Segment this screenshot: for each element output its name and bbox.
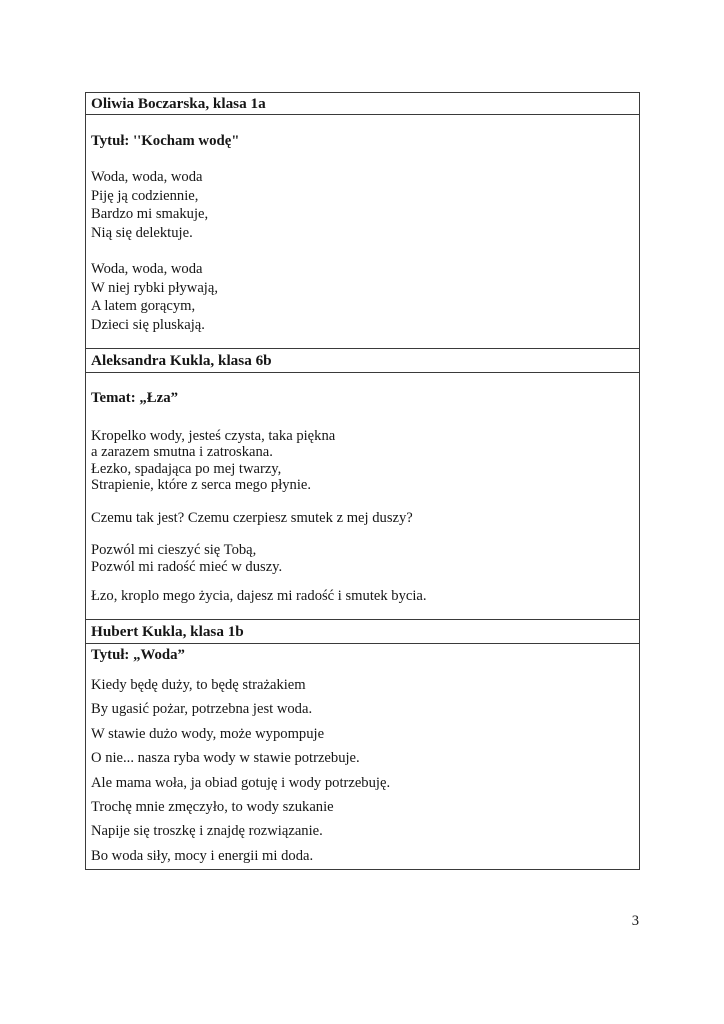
poem-line: W stawie dużo wody, może wypompuje xyxy=(91,725,325,742)
page-number: 3 xyxy=(631,913,639,929)
poem-section-2 xyxy=(86,349,639,620)
poem-body xyxy=(86,115,639,349)
poem-body xyxy=(86,373,639,620)
poem-line: Strapienie, które z serca mego płynie. xyxy=(91,476,312,493)
stanza xyxy=(91,260,634,334)
poem-line: Napije się troszkę i znajdę rozwiązanie. xyxy=(91,823,323,840)
poem-line: Pozwól mi cieszyć się Tobą, xyxy=(91,542,257,559)
poem-line: Kropelko wody, jesteś czysta, taka piękna xyxy=(91,428,336,444)
poem-line: Ale mama woła, ja obiad gotuję i wody potrzebuję. xyxy=(91,774,391,791)
poem-title: Temat: „Łza” xyxy=(91,390,178,406)
poem-line: Łzo, kroplo mego życia, dajesz mi radość i smutek bycia. xyxy=(91,588,427,605)
author-header: Hubert Kukla, klasa 1b xyxy=(86,620,639,644)
poem-title: Tytuł: ''Kocham wodę" xyxy=(91,133,240,149)
poem-section-3 xyxy=(86,620,639,869)
poem-line: Łezko, spadająca po mej twarzy, xyxy=(91,460,282,477)
poem-line: Woda, woda, woda xyxy=(91,169,203,185)
poem-line: Czemu tak jest? Czemu czerpiesz smutek z mej duszy? xyxy=(91,510,413,527)
poem-line: By ugasić pożar, potrzebna jest woda. xyxy=(91,701,313,718)
poem-line: Bardzo mi smakuje, xyxy=(91,206,209,222)
poem-line: Trochę mnie zmęczyło, to wody szukanie xyxy=(91,798,334,815)
poem-line: Bo woda siły, mocy i energii mi doda. xyxy=(91,847,314,864)
poem-body xyxy=(86,644,639,869)
stanza xyxy=(91,542,634,575)
poem-title: Tytuł: „Woda” xyxy=(91,647,185,663)
stanza xyxy=(91,168,634,242)
poems-table xyxy=(85,92,640,870)
poem-line: Woda, woda, woda xyxy=(91,261,203,277)
stanza xyxy=(91,428,634,493)
poem-section-1 xyxy=(86,93,639,349)
poem-line: a zarazem smutna i zatroskana. xyxy=(91,444,273,461)
poem-line: W niej rybki pływają, xyxy=(91,279,218,296)
poem-line: Kiedy będę duży, to będę strażakiem xyxy=(91,677,306,693)
poem-line: A latem gorącym, xyxy=(91,298,196,314)
author-header: Oliwia Boczarska, klasa 1a xyxy=(86,93,639,115)
poem-line: Dzieci się pluskają. xyxy=(91,316,205,333)
stanza xyxy=(91,588,634,604)
poem-line: Piję ją codziennie, xyxy=(91,187,199,204)
author-header: Aleksandra Kukla, klasa 6b xyxy=(86,349,639,373)
stanza xyxy=(91,510,634,526)
poem-line: Pozwól mi radość mieć w duszy. xyxy=(91,558,283,575)
poem-line: O nie... nasza ryba wody w stawie potrzebuje. xyxy=(91,750,360,767)
poem-line: Nią się delektuje. xyxy=(91,224,193,241)
